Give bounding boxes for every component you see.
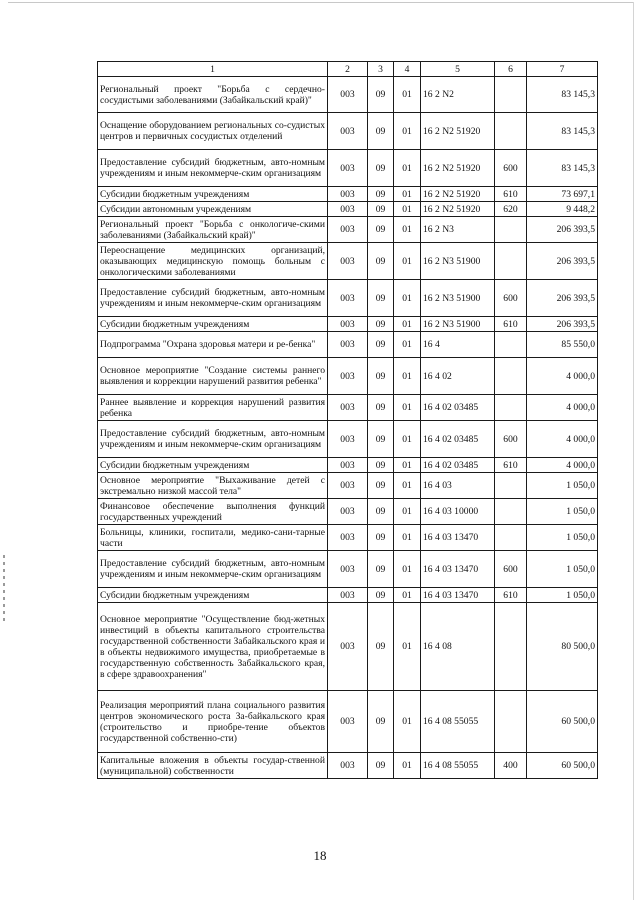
row-name: Основное мероприятие "Осуществление бюд-жетных инвестиций в объекты капитального строительства государственной собственности Забайкальского края и в объекты недвижимого имущества, приобретаемые в государственную собственность Забайкальского края, в сфере здравоохранения" (98, 603, 328, 691)
row-amount: 80 500,0 (527, 603, 598, 691)
row-name: Подпрограмма "Охрана здоровья матери и ре-бенка" (98, 332, 328, 358)
table-row (98, 588, 598, 603)
row-code: 16 4 08 55055 (421, 753, 495, 779)
row-col6 (495, 525, 527, 551)
row-col6: 600 (495, 280, 527, 317)
row-col2: 003 (328, 499, 368, 525)
row-col4: 01 (394, 525, 421, 551)
row-col3: 09 (368, 358, 394, 395)
row-col2: 003 (328, 421, 368, 458)
row-col6: 620 (495, 202, 527, 217)
row-name: Региональный проект "Борьба с онкологиче-скими заболеваниями (Забайкальский край)" (98, 217, 328, 243)
row-amount: 4 000,0 (527, 421, 598, 458)
row-col2: 003 (328, 525, 368, 551)
row-col4: 01 (394, 421, 421, 458)
row-code: 16 2 N2 (421, 77, 495, 113)
row-col4: 01 (394, 202, 421, 217)
row-col2: 003 (328, 588, 368, 603)
scan-right-edge (633, 2, 634, 900)
row-name: Предоставление субсидий бюджетным, авто-номным учреждениям и иным некоммерче-ским организациям (98, 421, 328, 458)
row-col6 (495, 499, 527, 525)
table-row (98, 217, 598, 243)
table-row (98, 150, 598, 187)
row-col6 (495, 691, 527, 753)
row-col2: 003 (328, 458, 368, 473)
row-col6 (495, 332, 527, 358)
row-col2: 003 (328, 332, 368, 358)
row-name: Основное мероприятие "Создание системы раннего выявления и коррекции нарушений развития ребенка" (98, 358, 328, 395)
row-col4: 01 (394, 332, 421, 358)
row-col2: 003 (328, 187, 368, 202)
row-col3: 09 (368, 588, 394, 603)
row-col4: 01 (394, 243, 421, 280)
row-col3: 09 (368, 473, 394, 499)
row-code: 16 4 (421, 332, 495, 358)
row-name: Субсидии бюджетным учреждениям (98, 458, 328, 473)
row-col6 (495, 243, 527, 280)
row-col2: 003 (328, 551, 368, 588)
row-name: Субсидии бюджетным учреждениям (98, 588, 328, 603)
row-col6: 400 (495, 753, 527, 779)
row-col2: 003 (328, 113, 368, 150)
row-col3: 09 (368, 202, 394, 217)
table-row (98, 202, 598, 217)
row-col3: 09 (368, 280, 394, 317)
row-col2: 003 (328, 77, 368, 113)
header-col-3: 3 (368, 62, 394, 77)
row-name: Предоставление субсидий бюджетным, авто-номным учреждениям и иным некоммерче-ским организациям (98, 551, 328, 588)
row-col3: 09 (368, 150, 394, 187)
row-col4: 01 (394, 588, 421, 603)
row-amount: 4 000,0 (527, 358, 598, 395)
row-amount: 83 145,3 (527, 77, 598, 113)
row-col3: 09 (368, 603, 394, 691)
table-row (98, 499, 598, 525)
table-row (98, 421, 598, 458)
row-amount: 73 697,1 (527, 187, 598, 202)
row-col4: 01 (394, 551, 421, 588)
header-col-1: 1 (98, 62, 328, 77)
row-col3: 09 (368, 317, 394, 332)
table-row (98, 77, 598, 113)
row-amount: 83 145,3 (527, 113, 598, 150)
row-col4: 01 (394, 217, 421, 243)
header-col-2: 2 (328, 62, 368, 77)
row-amount: 85 550,0 (527, 332, 598, 358)
row-col4: 01 (394, 187, 421, 202)
row-code: 16 2 N3 51900 (421, 317, 495, 332)
row-amount: 1 050,0 (527, 588, 598, 603)
row-code: 16 4 03 13470 (421, 551, 495, 588)
row-col6: 610 (495, 588, 527, 603)
row-amount: 1 050,0 (527, 499, 598, 525)
table-row (98, 753, 598, 779)
table-row (98, 525, 598, 551)
row-col6 (495, 113, 527, 150)
row-col2: 003 (328, 243, 368, 280)
table-row (98, 332, 598, 358)
table-row (98, 551, 598, 588)
row-code: 16 4 03 13470 (421, 588, 495, 603)
row-col6: 600 (495, 150, 527, 187)
row-col2: 003 (328, 753, 368, 779)
row-code: 16 4 02 (421, 358, 495, 395)
row-col4: 01 (394, 113, 421, 150)
row-amount: 9 448,2 (527, 202, 598, 217)
row-col3: 09 (368, 187, 394, 202)
row-code: 16 4 03 13470 (421, 525, 495, 551)
row-col6: 610 (495, 187, 527, 202)
row-code: 16 4 02 03485 (421, 421, 495, 458)
row-amount: 1 050,0 (527, 551, 598, 588)
row-col4: 01 (394, 753, 421, 779)
row-code: 16 2 N3 (421, 217, 495, 243)
table-row (98, 113, 598, 150)
row-code: 16 4 03 10000 (421, 499, 495, 525)
row-code: 16 4 02 03485 (421, 395, 495, 421)
budget-table (97, 61, 598, 779)
row-amount: 60 500,0 (527, 691, 598, 753)
row-name: Капитальные вложения в объекты государ-ственной (муниципальной) собственности (98, 753, 328, 779)
row-name: Региональный проект "Борьба с сердечно-сосудистыми заболеваниями (Забайкальский край)" (98, 77, 328, 113)
row-code: 16 2 N3 51900 (421, 280, 495, 317)
row-name: Основное мероприятие "Выхаживание детей с экстремально низкой массой тела" (98, 473, 328, 499)
row-col3: 09 (368, 753, 394, 779)
table-row (98, 187, 598, 202)
header-col-4: 4 (394, 62, 421, 77)
row-col4: 01 (394, 603, 421, 691)
row-col4: 01 (394, 458, 421, 473)
row-col3: 09 (368, 525, 394, 551)
row-amount: 206 393,5 (527, 317, 598, 332)
table-header-row (98, 62, 598, 77)
row-col2: 003 (328, 217, 368, 243)
row-name: Раннее выявление и коррекция нарушений развития ребенка (98, 395, 328, 421)
row-col6: 610 (495, 458, 527, 473)
row-col2: 003 (328, 317, 368, 332)
row-name: Больницы, клиники, госпитали, медико-сани-тарные части (98, 525, 328, 551)
row-name: Субсидии автономным учреждениям (98, 202, 328, 217)
table-row (98, 603, 598, 691)
row-amount: 206 393,5 (527, 243, 598, 280)
row-code: 16 2 N2 51920 (421, 113, 495, 150)
row-col3: 09 (368, 113, 394, 150)
row-amount: 4 000,0 (527, 395, 598, 421)
row-amount: 206 393,5 (527, 280, 598, 317)
row-col4: 01 (394, 691, 421, 753)
row-col4: 01 (394, 499, 421, 525)
table-row (98, 280, 598, 317)
row-col3: 09 (368, 77, 394, 113)
row-name: Субсидии бюджетным учреждениям (98, 317, 328, 332)
scan-top-edge (8, 2, 634, 3)
table-row (98, 395, 598, 421)
row-col2: 003 (328, 358, 368, 395)
row-col4: 01 (394, 77, 421, 113)
row-col3: 09 (368, 217, 394, 243)
row-col3: 09 (368, 243, 394, 280)
row-amount: 1 050,0 (527, 525, 598, 551)
row-col2: 003 (328, 150, 368, 187)
row-col6 (495, 358, 527, 395)
row-name: Субсидии бюджетным учреждениям (98, 187, 328, 202)
row-code: 16 2 N2 51920 (421, 202, 495, 217)
row-col3: 09 (368, 395, 394, 421)
row-code: 16 2 N3 51900 (421, 243, 495, 280)
row-name: Предоставление субсидий бюджетным, авто-номным учреждениям и иным некоммерче-ским организациям (98, 280, 328, 317)
row-code: 16 2 N2 51920 (421, 187, 495, 202)
header-col-6: 6 (495, 62, 527, 77)
row-col4: 01 (394, 395, 421, 421)
row-code: 16 4 08 (421, 603, 495, 691)
table-row (98, 243, 598, 280)
row-amount: 1 050,0 (527, 473, 598, 499)
row-col2: 003 (328, 202, 368, 217)
row-col3: 09 (368, 551, 394, 588)
table-row (98, 473, 598, 499)
row-col4: 01 (394, 473, 421, 499)
row-col2: 003 (328, 603, 368, 691)
page-number: 18 (313, 848, 327, 863)
table-row (98, 691, 598, 753)
row-col3: 09 (368, 332, 394, 358)
row-col6: 600 (495, 421, 527, 458)
row-col6 (495, 603, 527, 691)
table-row (98, 358, 598, 395)
row-col4: 01 (394, 317, 421, 332)
row-col4: 01 (394, 280, 421, 317)
row-code: 16 4 02 03485 (421, 458, 495, 473)
row-name: Переоснащение медицинских организаций, оказывающих медицинскую помощь больным с онкологическими заболеваниями (98, 243, 328, 280)
row-amount: 206 393,5 (527, 217, 598, 243)
binding-marks (3, 555, 5, 625)
row-code: 16 4 08 55055 (421, 691, 495, 753)
row-name: Предоставление субсидий бюджетным, авто-номным учреждениям и иным некоммерче-ским организациям (98, 150, 328, 187)
row-name: Финансовое обеспечение выполнения функций государственных учреждений (98, 499, 328, 525)
row-amount: 60 500,0 (527, 753, 598, 779)
row-amount: 83 145,3 (527, 150, 598, 187)
row-code: 16 2 N2 51920 (421, 150, 495, 187)
row-col6: 600 (495, 551, 527, 588)
row-col3: 09 (368, 421, 394, 458)
header-col-5: 5 (421, 62, 495, 77)
row-col4: 01 (394, 150, 421, 187)
table-row (98, 458, 598, 473)
row-col2: 003 (328, 473, 368, 499)
row-amount: 4 000,0 (527, 458, 598, 473)
row-code: 16 4 03 (421, 473, 495, 499)
row-name: Оснащение оборудованием региональных со-судистых центров и первичных сосудистых отделений (98, 113, 328, 150)
row-col6 (495, 473, 527, 499)
row-col6 (495, 395, 527, 421)
row-col3: 09 (368, 499, 394, 525)
row-col6: 610 (495, 317, 527, 332)
row-col2: 003 (328, 691, 368, 753)
row-col2: 003 (328, 395, 368, 421)
row-col2: 003 (328, 280, 368, 317)
row-col3: 09 (368, 691, 394, 753)
header-col-7: 7 (527, 62, 598, 77)
row-col4: 01 (394, 358, 421, 395)
row-name: Реализация мероприятий плана социального развития центров экономического роста За-байкальского края (строительство и приобре-тение объектов государственной собственно-сти) (98, 691, 328, 753)
row-col6 (495, 217, 527, 243)
table-row (98, 317, 598, 332)
row-col3: 09 (368, 458, 394, 473)
row-col6 (495, 77, 527, 113)
